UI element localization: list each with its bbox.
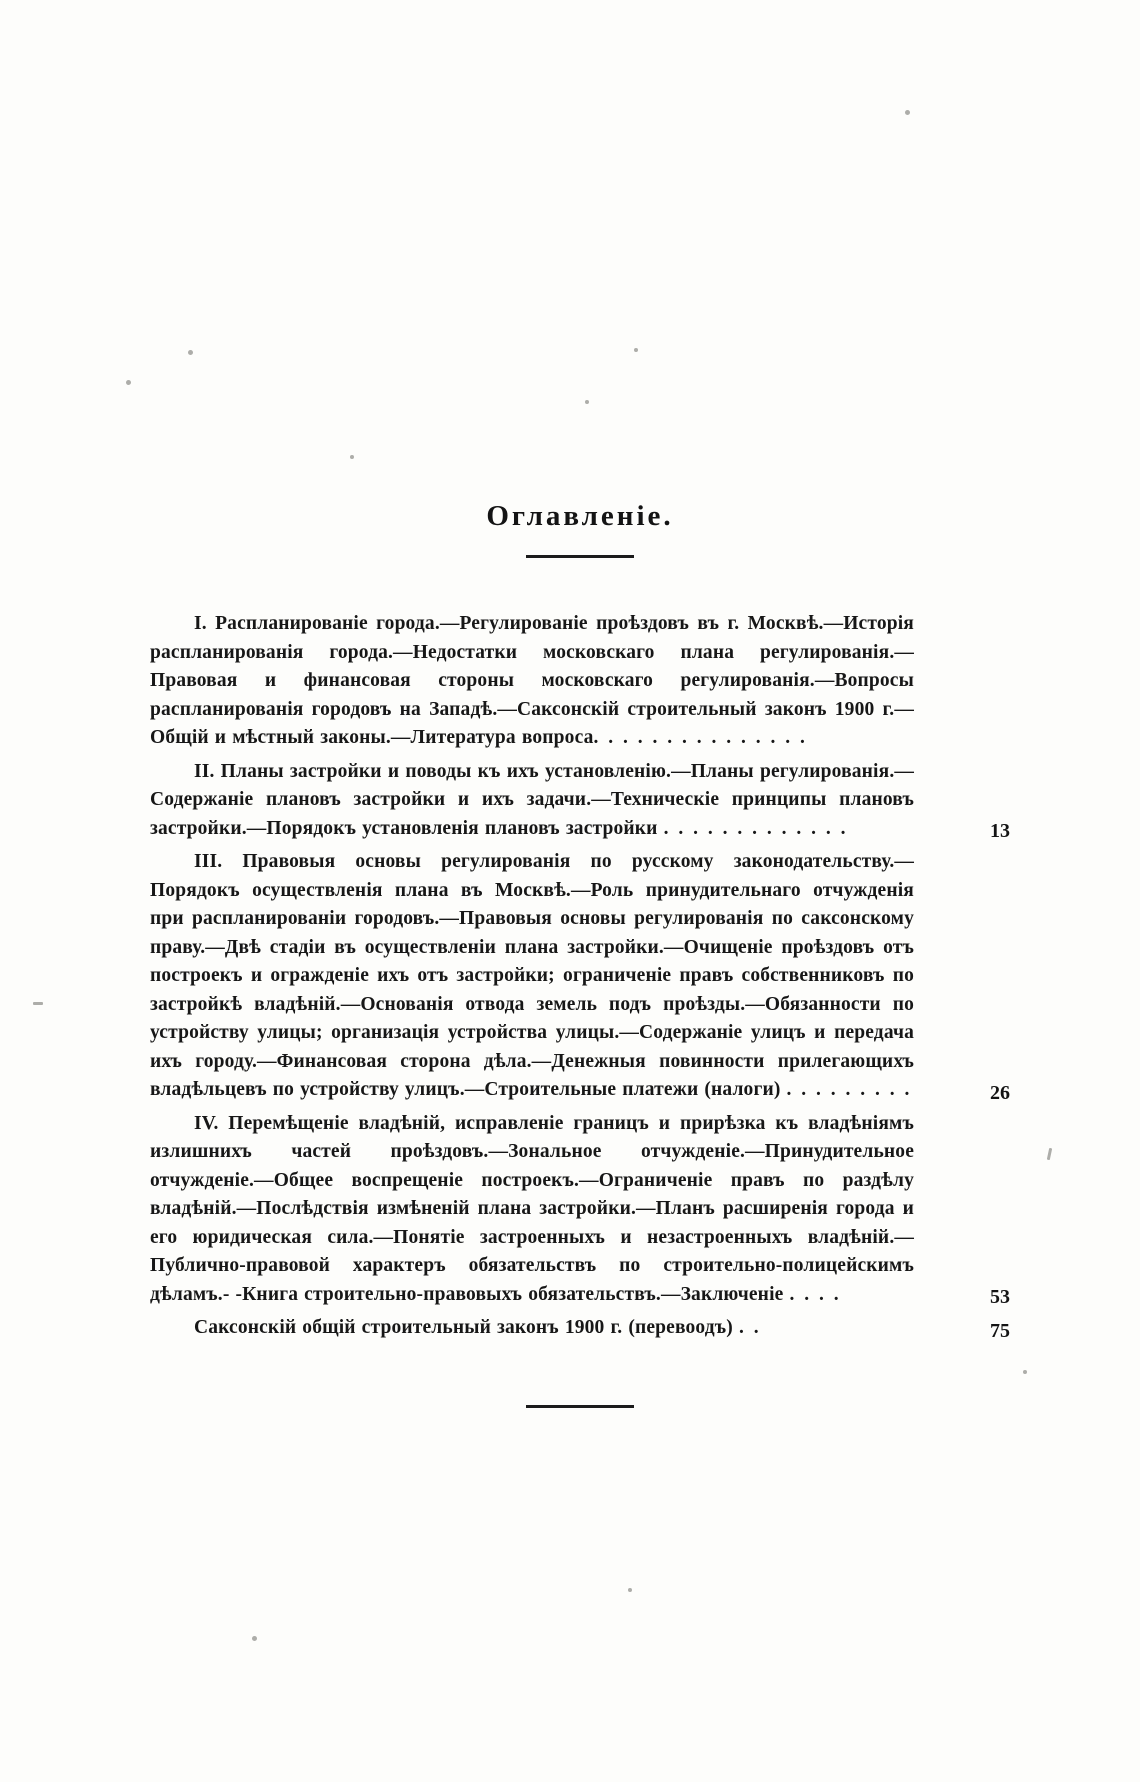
toc-entry-text [150, 848, 1010, 1105]
toc-leader-dots: . . [738, 1317, 761, 1338]
scan-speck [1023, 1370, 1027, 1374]
scan-speck [33, 1002, 43, 1005]
scan-speck [252, 1636, 257, 1641]
toc-entry-text [150, 1110, 1010, 1310]
toc-entry-chapter-4[interactable] [150, 1110, 1010, 1310]
toc-entry-label: II. Планы застройки и поводы къ ихъ установленію.—Планы регулированія.—Содержаніе плановъ застройки и ихъ задачи.—Техническіе принципы плановъ застройки.—Порядокъ установленія плановъ застройки [150, 760, 914, 839]
scan-speck [905, 110, 910, 115]
toc-page-number: 13 [990, 820, 1010, 842]
toc-entry-text [150, 610, 1010, 753]
toc-entry-chapter-2[interactable] [150, 758, 1010, 844]
toc-entry-label: IV. Перемѣщеніе владѣній, исправленіе границъ и прирѣзка къ владѣніямъ излишнихъ частей проѣздовъ.—Зональное отчужденіе.—Принудительное отчужденіе.—Общее воспрещеніе построекъ.—Ограниченіе правъ по раздѣлу владѣній.—Послѣдствія измѣненій плана застройки.—Планъ расширенія города и его юридическая сила.—Понятіе застроенныхъ и незастроенныхъ владѣній.—Публично-правовой характеръ обязательствъ по строительно-полицейскимъ дѣламъ.- -Книга строительно-правовыхъ обязательствъ.—Заключеніе [150, 1112, 914, 1305]
toc-leader-dots: . . . . . . . . . . . . . [663, 817, 848, 839]
toc-entry-chapter-1[interactable] [150, 610, 1010, 753]
scan-speck [350, 455, 354, 459]
toc-leader-dots: . . . . . . . . . . . . . . . [593, 727, 807, 748]
page-title: Оглавленіе. [486, 500, 674, 532]
toc-entry-text [150, 758, 1010, 844]
scan-speck [1047, 1148, 1052, 1160]
toc-page-number: 75 [990, 1319, 1010, 1342]
title-divider [526, 555, 634, 558]
toc-entry-label: Саксонскій общій строительный законъ 1900 г. (перевоодъ) [194, 1317, 733, 1338]
scan-speck [126, 380, 131, 385]
toc-entry-label: III. Правовыя основы регулированія по русскому законодательству.—Порядокъ осуществленія плана въ Москвѣ.—Роль принудительнаго отчужденія при распланированіи городовъ.—Правовыя основы регулированія по саксонскому праву.—Двѣ стадіи въ осуществленіи плана застройки.—Очищеніе проѣздовъ отъ построекъ и огражденіе ихъ отъ застройки; ограниченіе правъ собственниковъ по застройкѣ владѣній.—Основанія отвода земель подъ проѣзды.—Обязанности по устройству улицы; организація устройства улицы.—Содержаніе улицъ и передача ихъ городу.—Финансовая сторона дѣла.—Денежныя повинности прилегающихъ владѣльцевъ по устройству улицъ.—Строительные платежи (налоги) [150, 851, 914, 1100]
toc-page-number: 26 [990, 1081, 1010, 1104]
toc-entry-appendix[interactable] [150, 1314, 1010, 1343]
bottom-divider [526, 1405, 634, 1408]
toc-leader-dots: . . . . . . . . . [786, 1079, 912, 1100]
scan-speck [634, 348, 638, 352]
toc-entry-label: I. Распланированіе города.—Регулированіе проѣздовъ въ г. Москвѣ.—Исторія распланированія города.—Недостатки московскаго плана регулированія.—Правовая и финансовая стороны московскаго регулированія.—Вопросы распланированія городовъ на Западѣ.—Саксонскій строительный законъ 1900 г.—Общій и мѣстный законы.—Литература вопроса [150, 613, 914, 748]
scan-speck [188, 350, 193, 355]
table-of-contents [150, 500, 1010, 1408]
toc-entry-text [150, 1314, 1010, 1343]
scan-speck [585, 400, 589, 404]
toc-leader-dots: . . . . [789, 1283, 841, 1305]
toc-page-number: 53 [990, 1286, 1010, 1308]
scan-speck [628, 1588, 632, 1592]
toc-entry-chapter-3[interactable] [150, 848, 1010, 1105]
